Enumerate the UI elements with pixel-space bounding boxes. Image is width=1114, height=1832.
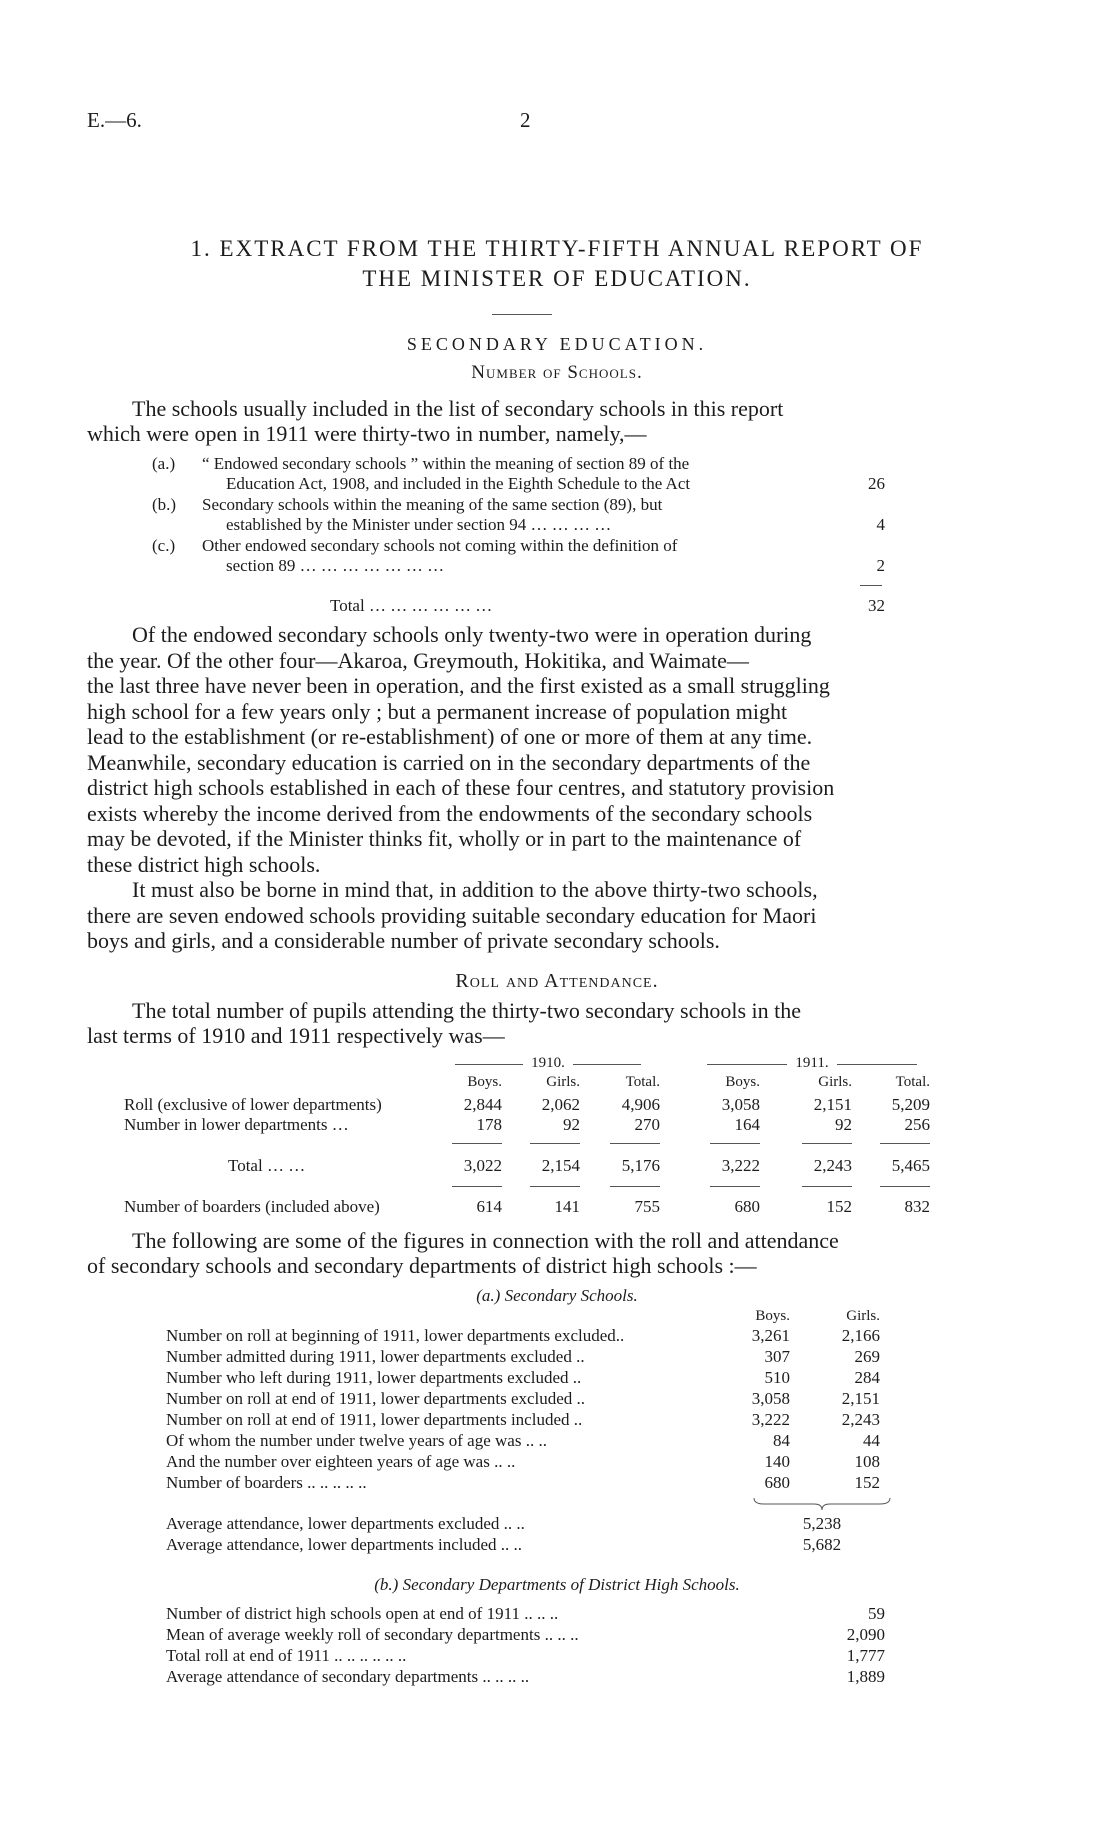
list-total-value: 32: [868, 596, 885, 615]
table-cell: 2,154: [541, 1156, 580, 1175]
table-row-label: Average attendance, lower departments included .. ..: [166, 1535, 523, 1554]
table-cell: 270: [634, 1115, 660, 1134]
table-cell: 755: [634, 1197, 660, 1216]
list-item-text: Education Act, 1908, and included in the Eighth Schedule to the Act: [226, 474, 691, 493]
roll-intro-line2: last terms of 1910 and 1911 respectively was—: [87, 1023, 505, 1048]
table-cell: 92: [563, 1115, 580, 1134]
paragraph-line: Meanwhile, secondary education is carried on in the secondary departments of the: [87, 749, 811, 775]
col-header: Girls.: [818, 1074, 852, 1090]
table-cell: 141: [554, 1197, 580, 1216]
table-row-label: Average attendance of secondary departments .. .. .. ..: [166, 1667, 530, 1686]
table-row-label: Mean of average weekly roll of secondary departments .. .. ..: [166, 1625, 579, 1644]
table-cell: 3,261: [751, 1326, 790, 1345]
title-divider: [492, 314, 552, 315]
sum-rule: [860, 585, 882, 586]
list-item-value: 26: [868, 474, 885, 493]
sum-rule: [880, 1186, 930, 1187]
table-cell: 3,058: [721, 1095, 760, 1114]
col-header: Girls.: [846, 1308, 880, 1324]
list-item-value: 4: [876, 515, 885, 534]
table-cell: 5,209: [891, 1095, 930, 1114]
table-cell: 3,022: [463, 1156, 502, 1175]
table-cell: 152: [826, 1197, 852, 1216]
table-cell: 3,058: [751, 1389, 790, 1408]
table-row-label: Number on roll at end of 1911, lower departments included ..: [166, 1410, 583, 1429]
document-title-line1: 1. EXTRACT FROM THE THIRTY-FIFTH ANNUAL REPORT OF: [190, 236, 924, 261]
sum-rule: [452, 1143, 502, 1144]
paragraph-maori-schools: [87, 877, 967, 954]
paragraph-line: may be devoted, if the Minister thinks fit, wholly or in part to the maintenance of: [87, 826, 802, 851]
table-cell: 1,889: [846, 1667, 885, 1686]
year-header: 1911.: [795, 1055, 829, 1071]
table-total-label: Total … …: [228, 1156, 306, 1175]
table-row-label: Number admitted during 1911, lower departments excluded ..: [166, 1347, 585, 1366]
list-item-text: section 89 … … … … … … …: [226, 556, 445, 575]
table-cell: 3,222: [721, 1156, 760, 1175]
paragraph-line: these district high schools.: [87, 851, 321, 877]
figures-intro-line2: of secondary schools and secondary departments of district high schools :—: [87, 1253, 757, 1278]
table-cell: 44: [863, 1431, 880, 1450]
col-header: Girls.: [546, 1074, 580, 1090]
table-cell: 2,151: [813, 1095, 852, 1114]
list-total-label: Total … … … … … …: [330, 596, 493, 615]
sum-rule: [802, 1186, 852, 1187]
table-cell: 59: [868, 1604, 885, 1623]
paragraph-line: boys and girls, and a considerable number of private secondary schools.: [87, 928, 720, 953]
table-cell: 2,151: [841, 1389, 880, 1408]
table-row-label: Number on roll at beginning of 1911, lower departments excluded..: [166, 1326, 625, 1345]
table-cell: 5,682: [802, 1535, 842, 1554]
sum-rule: [610, 1186, 660, 1187]
table-row-label: Average attendance, lower departments excluded .. ..: [166, 1514, 525, 1533]
paragraph-line: lead to the establishment (or re-establishment) of one or more of them at any time.: [87, 724, 813, 749]
table-heading: (a.) Secondary Schools.: [476, 1286, 638, 1305]
sum-rule: [710, 1186, 760, 1187]
year-header: 1910.: [531, 1055, 565, 1071]
table-cell: 2,090: [846, 1625, 885, 1644]
table-cell: 680: [764, 1473, 790, 1492]
table-heading: (b.) Secondary Departments of District High Schools.: [374, 1575, 740, 1594]
table-row-label: And the number over eighteen years of age was .. ..: [166, 1452, 516, 1471]
paragraph-line: Of the endowed secondary schools only twenty-two were in operation during: [132, 622, 812, 647]
list-item-label: (b.): [152, 495, 177, 514]
intro-line1: The schools usually included in the list of secondary schools in this report: [132, 396, 784, 421]
table-cell: 1,777: [846, 1646, 885, 1665]
sum-rule: [452, 1186, 502, 1187]
list-item-label: (c.): [152, 536, 176, 555]
table-cell: 2,062: [541, 1095, 580, 1114]
paragraph-endowed-schools: [87, 622, 967, 877]
table-row-label: Of whom the number under twelve years of age was .. ..: [166, 1431, 547, 1450]
table-row-label: Number of boarders (included above): [124, 1197, 380, 1216]
table-cell: 152: [854, 1473, 880, 1492]
table-cell: 164: [734, 1115, 760, 1134]
col-header: Total.: [895, 1074, 930, 1090]
document-reference: E.—6.: [87, 108, 142, 132]
sum-rule: [880, 1143, 930, 1144]
paragraph-line: the year. Of the other four—Akaroa, Greymouth, Hokitika, and Waimate—: [87, 647, 749, 673]
brace-line: [837, 1064, 917, 1065]
brace: [752, 1496, 892, 1512]
list-item-value: 2: [876, 556, 885, 575]
sum-rule: [530, 1143, 580, 1144]
table-cell: 5,238: [802, 1514, 842, 1533]
table-cell: 5,176: [621, 1156, 660, 1175]
table-cell: 2,243: [841, 1410, 880, 1429]
list-item-label: (a.): [152, 454, 176, 473]
brace-line: [455, 1064, 523, 1065]
table-row-label: Number on roll at end of 1911, lower departments excluded ..: [166, 1389, 586, 1408]
sum-rule: [710, 1143, 760, 1144]
table-cell: 680: [734, 1197, 760, 1216]
paragraph-line: there are seven endowed schools providing suitable secondary education for Maori: [87, 902, 817, 928]
table-row-label: Number of boarders .. .. .. .. ..: [166, 1473, 367, 1492]
table-cell: 3,222: [751, 1410, 790, 1429]
table-cell: 256: [904, 1115, 930, 1134]
paragraph-line: exists whereby the income derived from the endowments of the secondary schools: [87, 800, 813, 826]
sum-rule: [802, 1143, 852, 1144]
table-row-label: Number of district high schools open at end of 1911 .. .. ..: [166, 1604, 559, 1623]
table-row-label: Roll (exclusive of lower departments): [124, 1095, 382, 1114]
list-item-text: “ Endowed secondary schools ” within the meaning of section 89 of the: [202, 454, 690, 473]
section-heading: SECONDARY EDUCATION.: [406, 334, 708, 354]
sum-rule: [610, 1143, 660, 1144]
table-cell: 832: [904, 1197, 930, 1216]
document-title-line2: THE MINISTER OF EDUCATION.: [362, 266, 752, 291]
page-number: 2: [520, 108, 531, 132]
roll-heading: Roll and Attendance.: [455, 970, 659, 992]
intro-line2: which were open in 1911 were thirty-two in number, namely,—: [87, 421, 647, 446]
table-cell: 2,243: [813, 1156, 852, 1175]
section-subheading: Number of Schools.: [471, 362, 643, 383]
table-cell: 2,166: [841, 1326, 880, 1345]
col-header: Boys.: [755, 1308, 790, 1324]
table-cell: 92: [835, 1115, 852, 1134]
roll-intro-line1: The total number of pupils attending the thirty-two secondary schools in the: [132, 998, 802, 1023]
table-row-label: Total roll at end of 1911 .. .. .. .. .. ..: [166, 1646, 407, 1665]
figures-intro-line1: The following are some of the figures in connection with the roll and attendance: [132, 1228, 839, 1253]
col-header: Boys.: [725, 1074, 760, 1090]
col-header: Total.: [625, 1074, 660, 1090]
list-item-text: Other endowed secondary schools not coming within the definition of: [202, 536, 678, 555]
paragraph-line: It must also be borne in mind that, in addition to the above thirty-two schools,: [132, 877, 818, 902]
table-cell: 284: [854, 1368, 880, 1387]
col-header: Boys.: [467, 1074, 502, 1090]
table-cell: 307: [764, 1347, 790, 1366]
table-row-label: Number who left during 1911, lower departments excluded ..: [166, 1368, 582, 1387]
sum-rule: [530, 1186, 580, 1187]
paragraph-line: district high schools established in each of these four centres, and statutory provision: [87, 775, 835, 800]
table-cell: 5,465: [891, 1156, 930, 1175]
table-cell: 4,906: [621, 1095, 660, 1114]
table-cell: 2,844: [463, 1095, 502, 1114]
table-cell: 178: [476, 1115, 502, 1134]
table-cell: 510: [764, 1368, 790, 1387]
table-row-label: Number in lower departments …: [124, 1115, 349, 1134]
table-cell: 108: [854, 1452, 880, 1471]
brace-line: [573, 1064, 641, 1065]
table-cell: 140: [764, 1452, 790, 1471]
table-cell: 269: [854, 1347, 880, 1366]
paragraph-line: the last three have never been in operation, and the first existed as a small struggling: [87, 673, 830, 698]
list-item-text: established by the Minister under section 94 … … … …: [226, 515, 612, 534]
table-cell: 84: [773, 1431, 790, 1450]
brace-line: [707, 1064, 787, 1065]
list-item-text: Secondary schools within the meaning of the same section (89), but: [202, 495, 663, 514]
paragraph-line: high school for a few years only ; but a permanent increase of population might: [87, 698, 788, 724]
table-cell: 614: [476, 1197, 502, 1216]
